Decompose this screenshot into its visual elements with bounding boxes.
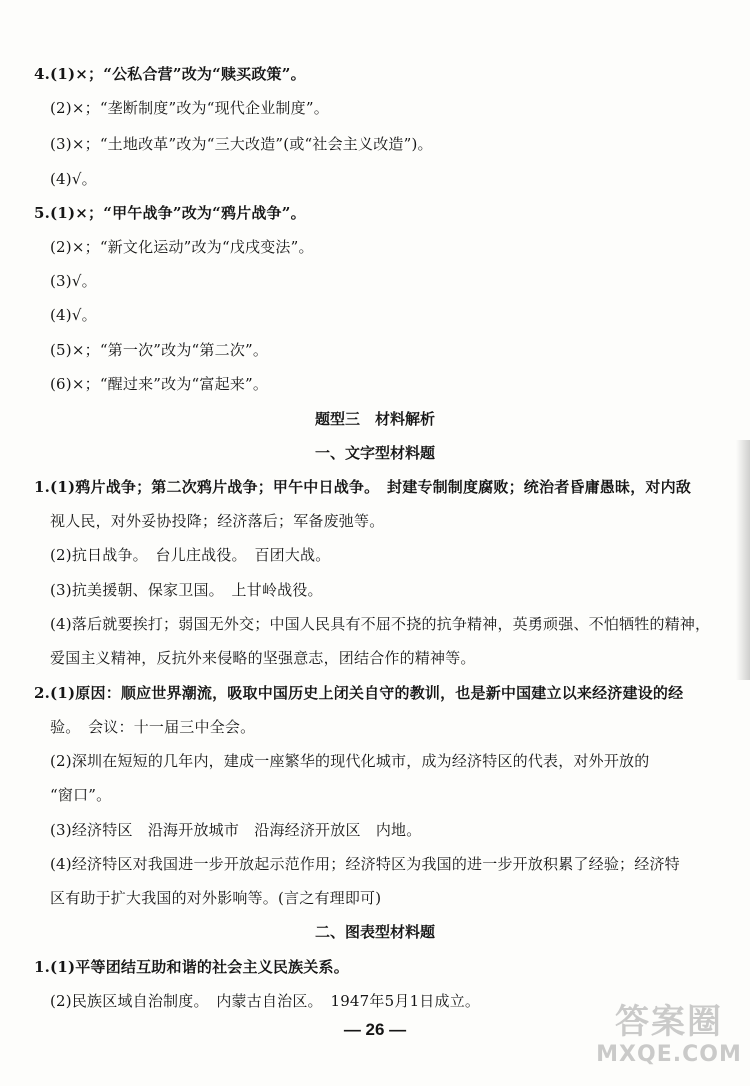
subsection-heading: 一、文字型材料题 bbox=[314, 444, 435, 462]
answer-line: (4)√。 bbox=[50, 170, 97, 188]
answer-line: (4)经济特区对我国进一步开放起示范作用；经济特区为我国的进一步开放积累了经验；经济特 bbox=[50, 855, 680, 873]
subsection-heading: 二、图表型材料题 bbox=[314, 923, 435, 941]
answer-line: (2)抗日战争。 台儿庄战役。 百团大战。 bbox=[50, 546, 331, 564]
watermark-url: MXQE.COM bbox=[596, 1042, 742, 1067]
answer-line: (2)×；“垄断制度”改为“现代企业制度”。 bbox=[50, 99, 329, 117]
answer-line: 验。 会议：十一届三中全会。 bbox=[50, 718, 256, 736]
answer-line: (2)深圳在短短的几年内，建成一座繁华的现代化城市，成为经济特区的代表，对外开放的 bbox=[50, 752, 650, 770]
section-heading: 题型三 材料解析 bbox=[314, 410, 435, 428]
answer-line: 5.(1)×；“甲午战争”改为“鸦片战争”。 bbox=[34, 204, 306, 222]
binding-shadow bbox=[736, 440, 750, 680]
answer-line: (3)√。 bbox=[50, 272, 97, 290]
answer-line: 视人民，对外妥协投降；经济落后；军备废弛等。 bbox=[50, 512, 385, 530]
page-number: — 26 — bbox=[343, 1020, 407, 1039]
answer-line: (2)民族区域自治制度。 内蒙古自治区。 1947年5月1日成立。 bbox=[50, 992, 481, 1010]
answer-line: 4.(1)×；“公私合营”改为“赎买政策”。 bbox=[34, 65, 306, 83]
answer-line: (2)×；“新文化运动”改为“戊戌变法”。 bbox=[50, 238, 314, 256]
watermark-logo: 答案圈 bbox=[615, 1002, 723, 1042]
answer-line: (3)经济特区 沿海开放城市 沿海经济开放区 内地。 bbox=[50, 821, 422, 839]
answer-line: (4)落后就要挨打；弱国无外交；中国人民具有不屈不挠的抗争精神，英勇顽强、不怕牺牲的精神， bbox=[50, 615, 711, 633]
answer-line: (3)×；“土地改革”改为“三大改造”(或“社会主义改造”)。 bbox=[50, 135, 433, 153]
answer-line: 区有助于扩大我国的对外影响等。(言之有理即可) bbox=[50, 889, 382, 907]
answer-line: (4)√。 bbox=[50, 306, 97, 324]
answer-line: (5)×；“第一次”改为“第二次”。 bbox=[50, 341, 269, 359]
answer-line: (3)抗美援朝、保家卫国。 上甘岭战役。 bbox=[50, 581, 323, 599]
answer-line: 爱国主义精神，反抗外来侵略的坚强意志，团结合作的精神等。 bbox=[50, 649, 476, 667]
answer-line: (6)×；“醒过来”改为“富起来”。 bbox=[50, 375, 269, 393]
answer-line: “窗口”。 bbox=[50, 786, 112, 804]
watermark bbox=[594, 1002, 744, 1072]
answer-line: 1.(1)鸦片战争；第二次鸦片战争；甲午中日战争。 封建专制制度腐败；统治者昏庸愚昧，对内敌 bbox=[34, 478, 691, 496]
answer-line: 1.(1)平等团结互助和谐的社会主义民族关系。 bbox=[34, 958, 349, 976]
answer-line: 2.(1)原因：顺应世界潮流，吸取中国历史上闭关自守的教训，也是新中国建立以来经济建设的经 bbox=[34, 684, 684, 702]
